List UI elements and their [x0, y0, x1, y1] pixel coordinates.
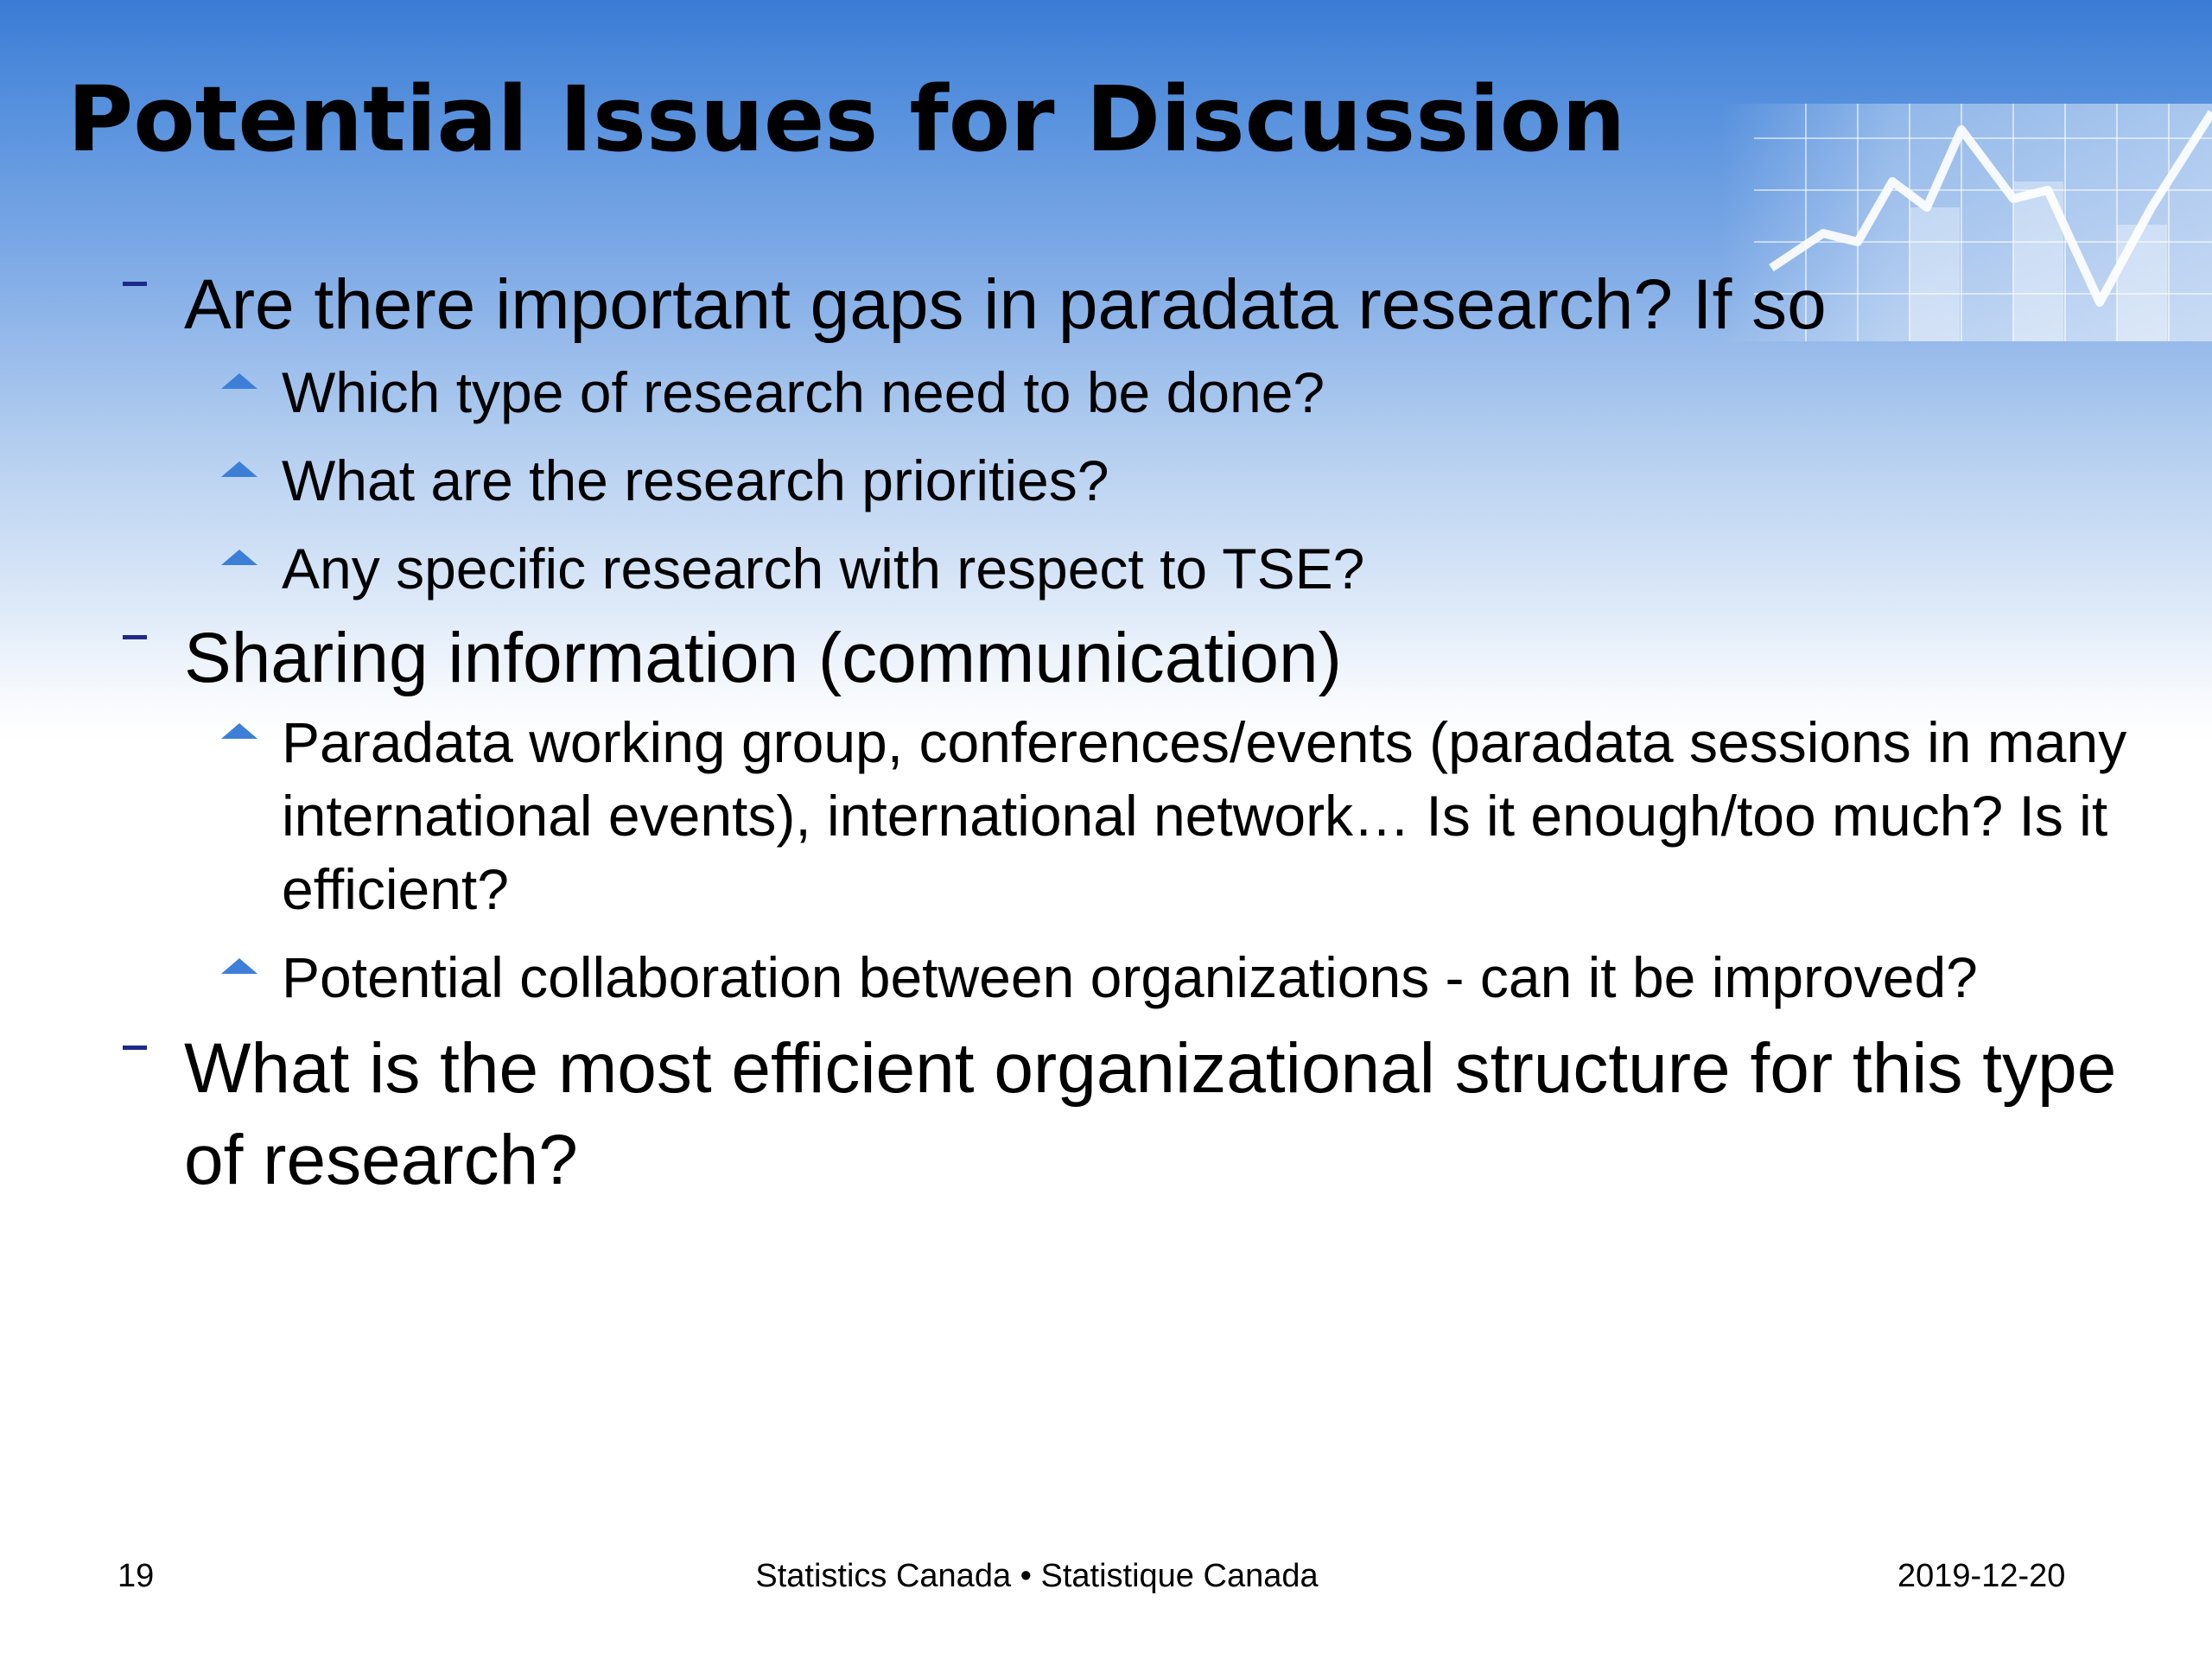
- dash-bullet-icon: [123, 282, 147, 286]
- bullet-text: Any specific research with respect to TSE?: [282, 537, 1365, 601]
- bullet-level2: [0, 706, 2157, 926]
- triangle-bullet-icon: [221, 958, 257, 974]
- bullet-level2: [0, 356, 2157, 429]
- bullet-text: Paradata working group, conferences/events (paradata sessions in many international events), international network… Is it enough/too much? Is it efficient?: [282, 710, 2127, 921]
- bullet-text: Which type of research need to be done?: [282, 360, 1325, 424]
- triangle-bullet-icon: [221, 550, 257, 565]
- bullet-text: What are the research priorities?: [282, 448, 1109, 512]
- dash-bullet-icon: [123, 1046, 147, 1050]
- triangle-bullet-icon: [221, 723, 257, 739]
- bullet-level1: [0, 613, 2120, 704]
- dash-bullet-icon: [123, 635, 147, 639]
- bullet-text: Potential collaboration between organizations - can it be improved?: [282, 945, 1978, 1009]
- bullet-level1: [0, 259, 2120, 351]
- bullet-text: Are there important gaps in paradata research? If so: [184, 265, 1827, 344]
- bullet-level2: [0, 444, 2157, 518]
- triangle-bullet-icon: [221, 461, 257, 477]
- bullet-list: [0, 259, 2212, 1206]
- footer-date: 2019-12-20: [1897, 1558, 2066, 1594]
- bullet-text: What is the most efficient organizational structure for this type of research?: [184, 1029, 2117, 1199]
- bullet-level1: [0, 1023, 2120, 1206]
- page-number: 19: [118, 1558, 155, 1594]
- footer-organization: Statistics Canada • Statistique Canada: [755, 1558, 1319, 1594]
- slide-title: Potential Issues for Discussion: [67, 67, 1626, 172]
- bullet-level2: [0, 532, 2157, 606]
- bullet-level2: [0, 941, 2157, 1014]
- triangle-bullet-icon: [221, 373, 257, 389]
- bullet-text: Sharing information (communication): [184, 619, 1342, 697]
